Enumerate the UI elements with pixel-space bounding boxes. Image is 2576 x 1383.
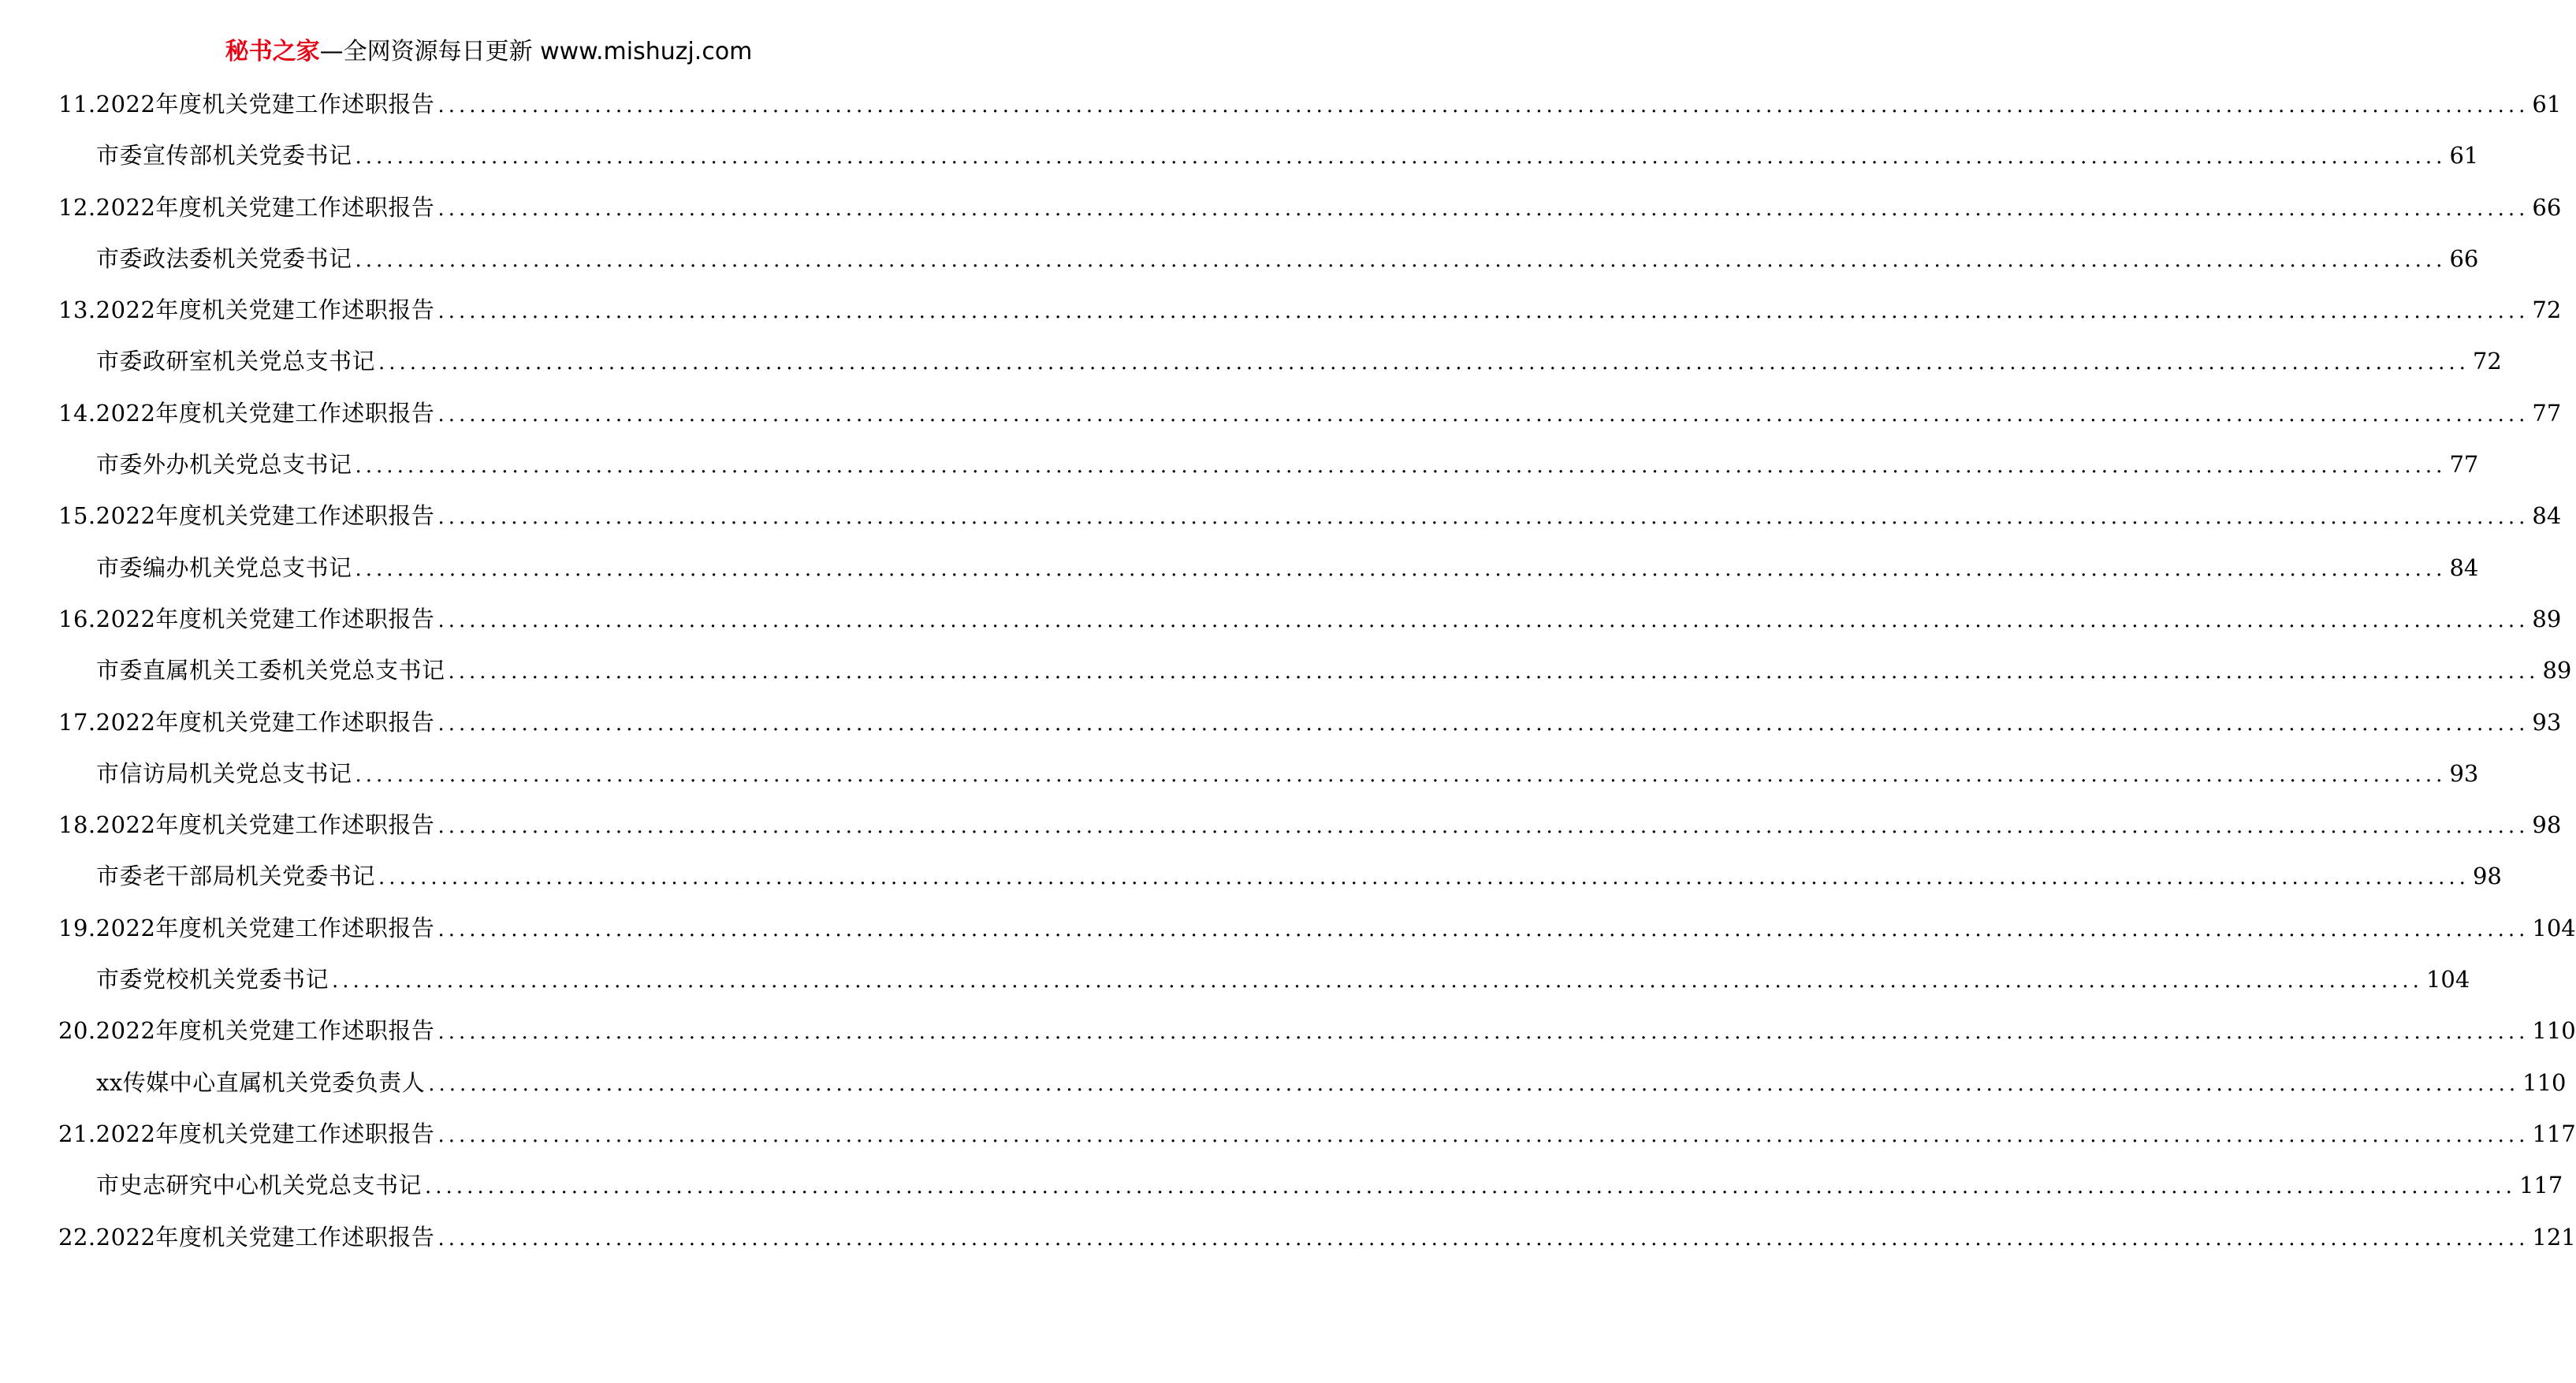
toc-entry-title: 12.2022年度机关党建工作述职报告 (58, 193, 435, 221)
toc-entry[interactable] (58, 703, 2562, 755)
toc-subentry[interactable] (58, 240, 2479, 291)
toc-leader-dots: ........................................................................................................................................................................................................ (428, 1072, 2520, 1096)
toc-subentry[interactable] (58, 960, 2470, 1012)
toc-page-number: 117 (2532, 1120, 2576, 1147)
toc-leader-dots: ........................................................................................................................................................................................................ (355, 454, 2447, 479)
toc-page-number: 110 (2532, 1017, 2576, 1045)
toc-entry-title: 市史志研究中心机关党总支书记 (96, 1172, 423, 1199)
toc-leader-dots: ........................................................................................................................................................................................................ (437, 505, 2529, 530)
toc-entry[interactable] (58, 1115, 2576, 1166)
toc-page-number: 66 (2449, 244, 2479, 272)
toc-leader-dots: ........................................................................................................................................................................................................ (437, 1123, 2529, 1147)
toc-leader-dots: ........................................................................................................................................................................................................ (437, 196, 2529, 221)
toc-page-number: 72 (2532, 296, 2562, 324)
toc-entry-title: 市委外办机关党总支书记 (96, 451, 352, 479)
toc-leader-dots: ........................................................................................................................................................................................................ (378, 351, 2470, 375)
toc-page-number: 98 (2472, 863, 2502, 890)
toc-leader-dots: ........................................................................................................................................................................................................ (437, 300, 2529, 324)
toc-entry[interactable] (58, 909, 2576, 960)
toc-leader-dots: ........................................................................................................................................................................................................ (332, 969, 2423, 993)
toc-entry[interactable] (58, 291, 2562, 342)
toc-entry-title: 16.2022年度机关党建工作述职报告 (58, 605, 435, 632)
toc-leader-dots: ........................................................................................................................................................................................................ (355, 557, 2447, 581)
toc-subentry[interactable] (58, 857, 2502, 908)
toc-leader-dots: ........................................................................................................................................................................................................ (425, 1175, 2516, 1199)
toc-leader-dots: ........................................................................................................................................................................................................ (437, 402, 2529, 427)
toc-page-number: 89 (2532, 605, 2562, 632)
toc-subentry[interactable] (58, 136, 2479, 188)
toc-entry-title: 22.2022年度机关党建工作述职报告 (58, 1223, 435, 1251)
page-header (0, 35, 977, 69)
toc-page-number: 77 (2532, 399, 2562, 427)
toc-leader-dots: ........................................................................................................................................................................................................ (378, 866, 2470, 890)
toc-leader-dots: ........................................................................................................................................................................................................ (355, 248, 2447, 272)
toc-page-number: 121 (2532, 1223, 2576, 1251)
toc-entry-title: 19.2022年度机关党建工作述职报告 (58, 914, 435, 941)
toc-page-number: 117 (2518, 1172, 2563, 1199)
toc-entry-title: 市委编办机关党总支书记 (96, 554, 352, 581)
toc-entry-title: 20.2022年度机关党建工作述职报告 (58, 1017, 435, 1045)
toc-entry-title: 市委老干部局机关党委书记 (96, 863, 376, 890)
toc-entry[interactable] (58, 85, 2562, 136)
toc-entry-title: 18.2022年度机关党建工作述职报告 (58, 811, 435, 839)
toc-entry-title: 市委直属机关工委机关党总支书记 (96, 657, 445, 684)
header-tagline: —全网资源每日更新 www.mishuzj.com (319, 38, 753, 65)
toc-leader-dots: ........................................................................................................................................................................................................ (355, 145, 2447, 170)
toc-page-number: 104 (2425, 966, 2470, 993)
toc-entry-title: 市委宣传部机关党委书记 (96, 142, 352, 170)
toc-subentry[interactable] (58, 651, 2572, 703)
toc-page-number: 61 (2532, 91, 2562, 117)
toc-leader-dots: ........................................................................................................................................................................................................ (448, 660, 2540, 684)
toc-subentry[interactable] (58, 1064, 2567, 1115)
toc-entry-title: 市委党校机关党委书记 (96, 966, 329, 993)
toc-page-number: 89 (2542, 657, 2572, 684)
toc-entry-title: 市信访局机关党总支书记 (96, 759, 352, 787)
toc-leader-dots: ........................................................................................................................................................................................................ (437, 94, 2529, 117)
toc-subentry[interactable] (58, 549, 2479, 600)
toc-page-number: 84 (2449, 554, 2479, 581)
header-brand: 秘书之家 (225, 38, 320, 65)
toc-subentry[interactable] (58, 445, 2479, 497)
toc-entry[interactable] (58, 188, 2562, 240)
toc-entry[interactable] (58, 1012, 2576, 1063)
toc-entry-title: 17.2022年度机关党建工作述职报告 (58, 708, 435, 736)
toc-entry-title: 14.2022年度机关党建工作述职报告 (58, 399, 435, 427)
table-of-contents (58, 85, 2576, 1269)
toc-entry-title: 11.2022年度机关党建工作述职报告 (58, 91, 435, 117)
toc-entry-title: 15.2022年度机关党建工作述职报告 (58, 502, 435, 530)
toc-page-number: 77 (2449, 451, 2479, 479)
toc-leader-dots: ........................................................................................................................................................................................................ (437, 608, 2529, 632)
toc-page-number: 61 (2449, 142, 2479, 170)
toc-entry-title: xx传媒中心直属机关党委负责人 (96, 1068, 426, 1096)
toc-entry-title: 市委政法委机关党委书记 (96, 244, 352, 272)
toc-leader-dots: ........................................................................................................................................................................................................ (437, 711, 2529, 736)
toc-leader-dots: ........................................................................................................................................................................................................ (437, 1226, 2529, 1251)
toc-subentry[interactable] (58, 1166, 2563, 1217)
toc-page-number: 72 (2472, 348, 2502, 375)
toc-page-number: 110 (2522, 1068, 2567, 1096)
toc-entry[interactable] (58, 394, 2562, 445)
toc-entry[interactable] (58, 600, 2562, 651)
toc-leader-dots: ........................................................................................................................................................................................................ (355, 762, 2447, 787)
toc-entry[interactable] (58, 1218, 2576, 1269)
toc-entry-title: 市委政研室机关党总支书记 (96, 348, 376, 375)
toc-leader-dots: ........................................................................................................................................................................................................ (437, 1020, 2529, 1045)
toc-page-number: 84 (2532, 502, 2562, 530)
toc-leader-dots: ........................................................................................................................................................................................................ (437, 815, 2529, 839)
toc-subentry[interactable] (58, 342, 2502, 393)
toc-page-number: 93 (2532, 708, 2562, 736)
toc-leader-dots: ........................................................................................................................................................................................................ (437, 917, 2529, 941)
toc-page-number: 66 (2532, 193, 2562, 221)
toc-entry[interactable] (58, 497, 2562, 548)
toc-page-number: 104 (2532, 914, 2576, 941)
toc-entry-title: 13.2022年度机关党建工作述职报告 (58, 296, 435, 324)
toc-subentry[interactable] (58, 755, 2479, 806)
toc-page-number: 93 (2449, 759, 2479, 787)
toc-page-number: 98 (2532, 811, 2562, 839)
toc-entry-title: 21.2022年度机关党建工作述职报告 (58, 1120, 435, 1147)
toc-entry[interactable] (58, 806, 2562, 857)
